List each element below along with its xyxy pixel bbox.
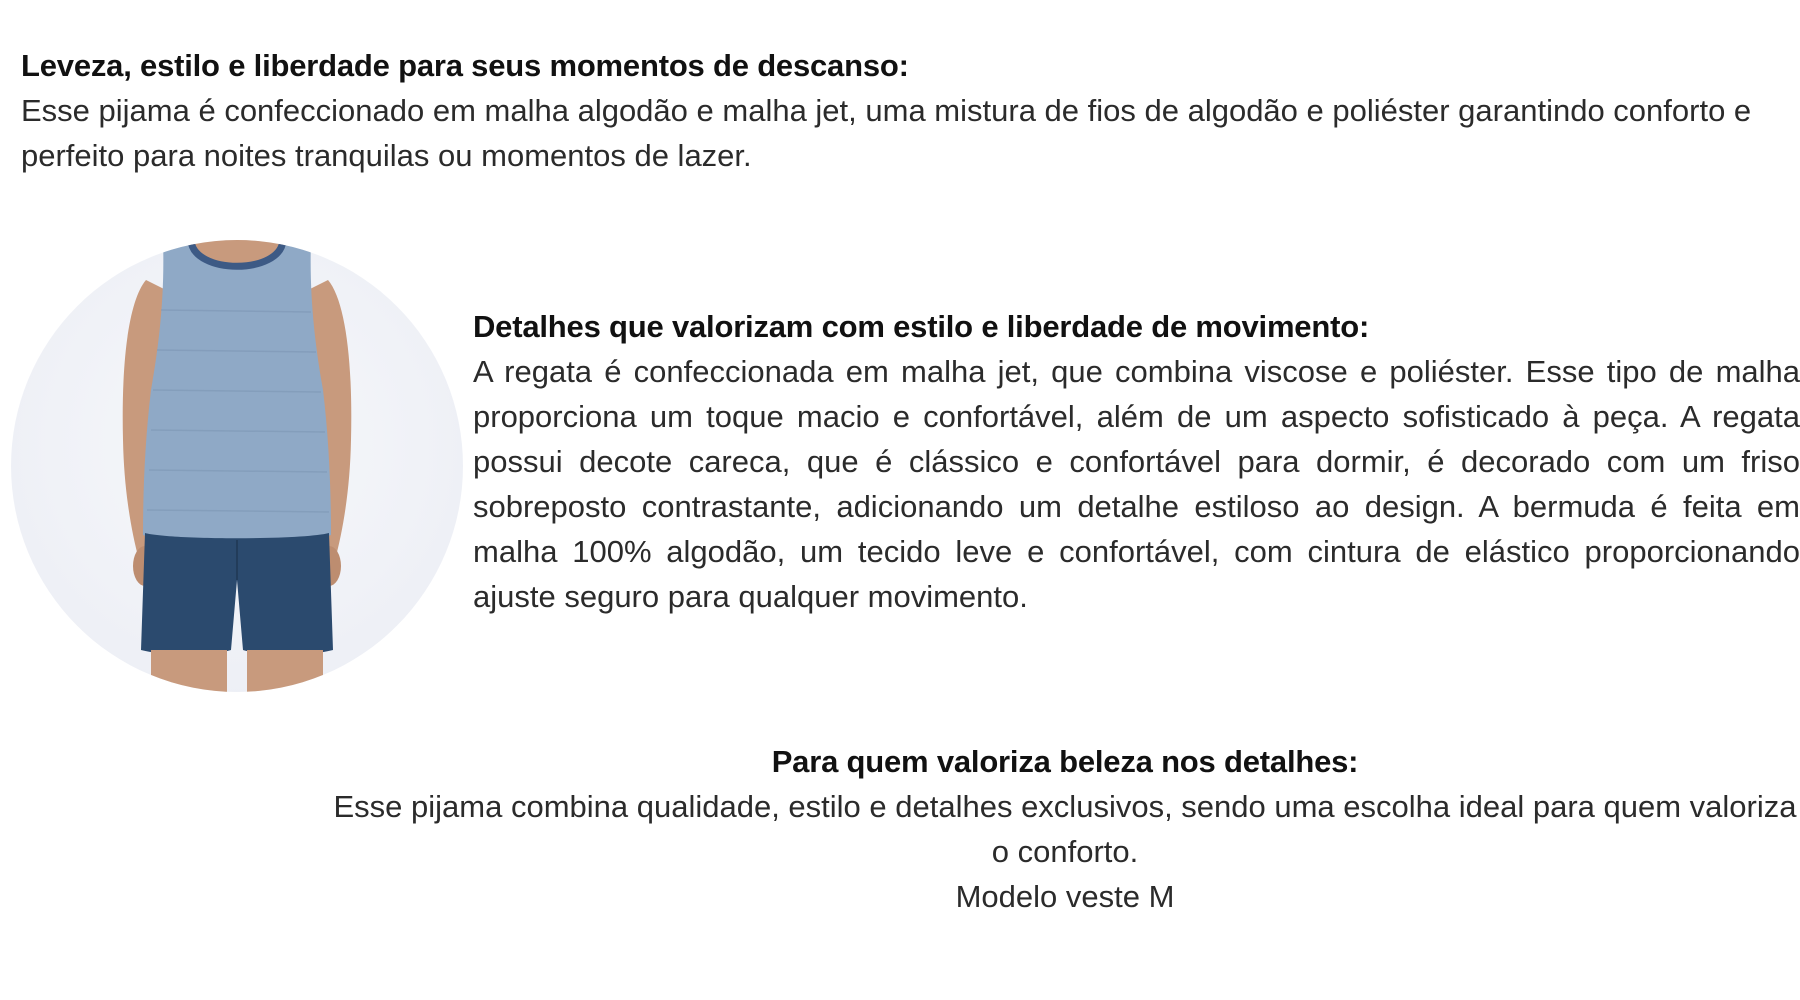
model-size-note: Modelo veste M <box>955 879 1175 914</box>
closing-text: Esse pijama combina qualidade, estilo e detalhes exclusivos, sendo uma escolha ideal para quem valoriza o conforto. <box>333 789 1797 869</box>
intro-text: Esse pijama é confeccionado em malha algodão e malha jet, uma mistura de fios de algodão e poliéster garantindo conforto e perfeito para noites tranquilas ou momentos de lazer. <box>21 93 1752 173</box>
intro-heading: Leveza, estilo e liberdade para seus momentos de descanso: <box>21 48 909 83</box>
details-text: A regata é confeccionada em malha jet, que combina viscose e poliéster. Esse tipo de malha proporciona um toque macio e confortável, além de um aspecto sofisticado à peça. A regata possui decote careca, que é clássico e confortável para dormir, é decorado com um friso sobreposto contrastante, adicionando um detalhe estiloso ao design. A bermuda é feita em malha 100% algodão, um tecido leve e confortável, com cintura de elástico proporcionando ajuste seguro para qualquer movimento. <box>473 354 1800 614</box>
intro-section <box>21 46 1781 178</box>
closing-section <box>330 740 1800 919</box>
model-pajama-illustration <box>11 240 463 692</box>
product-photo <box>11 240 463 692</box>
details-section <box>473 305 1800 619</box>
closing-heading: Para quem valoriza beleza nos detalhes: <box>771 744 1359 779</box>
details-heading: Detalhes que valorizam com estilo e liberdade de movimento: <box>473 309 1370 344</box>
